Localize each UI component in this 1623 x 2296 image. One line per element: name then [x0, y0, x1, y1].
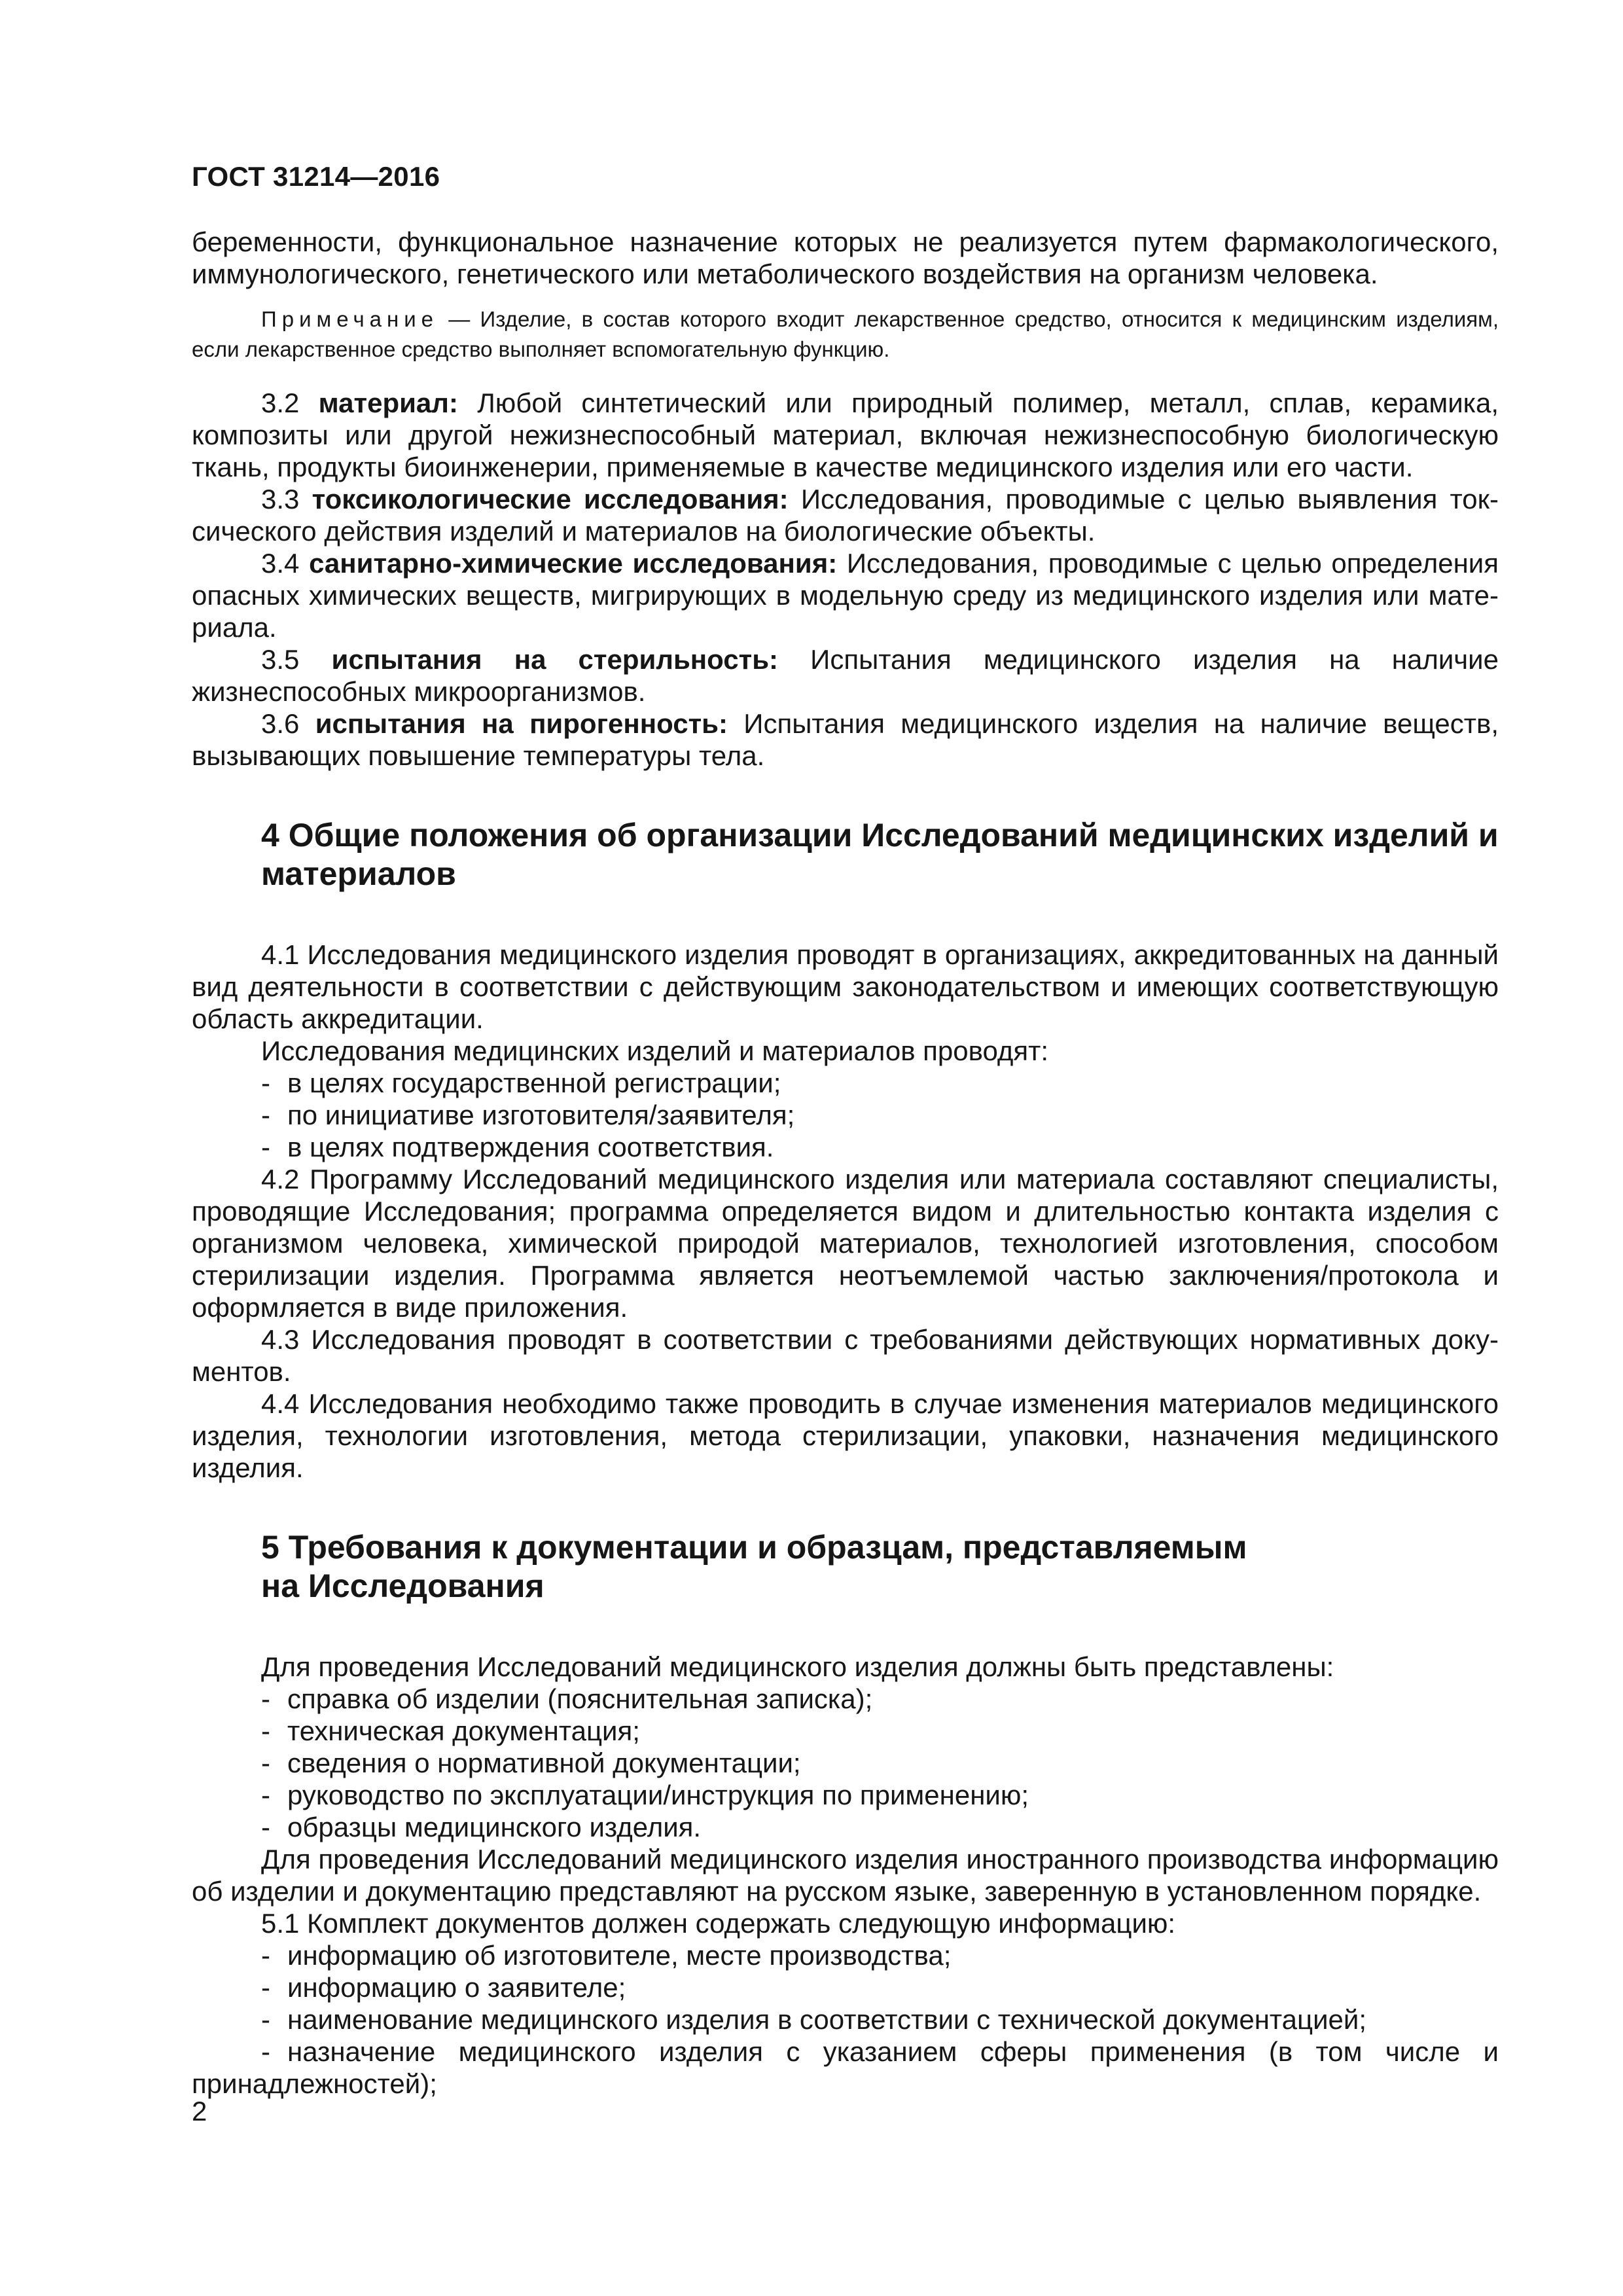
list-item: - руководство по эксплуатации/инструкция по применению; [261, 1780, 1029, 1810]
list-item: - наименование медицинского изделия в соответствии с технической документацией; [261, 2004, 1367, 2035]
section-4-heading: 4 Общие положения об организации Исследований медицинских изделий и материалов [261, 817, 1499, 892]
definition-3-2 [192, 387, 1499, 483]
definition-number: 3.3 [261, 484, 300, 514]
section-5-heading-line2: на Исследования [261, 1568, 544, 1604]
list-item: - сведения о нормативной документации; [261, 1748, 801, 1778]
definition-3-3 [192, 483, 1499, 547]
list-item: - в целях государственной регистрации; [261, 1067, 781, 1098]
note-label: Примечание [261, 307, 439, 331]
definition-term: испытания на стерильность: [331, 644, 779, 675]
definition-term: токсикологические исследования: [312, 484, 789, 514]
definition-text: Любой синтетический или природный полимер, металл, сплав, керамика, композиты или другой нежизнеспособный материал, включая нежизнеспособную биологическую ткань, продукты биоинженерии, применяемые в качестве медицинского изделия или его части. [192, 387, 1499, 482]
paragraph-4-3: 4.3 Исследования проводят в соответствии с требованиями действующих нормативных документов. [192, 1324, 1499, 1387]
intro-continuation: беременности, функциональное назначение которых не реализуется путем фармакологического, иммунологического, генетического или метаболического воздействия на организм человека. [192, 226, 1499, 289]
definition-text: Испытания медицинского изделия на наличие веществ, вызывающих повышение температуры тела. [192, 708, 1499, 771]
note [192, 304, 1499, 365]
list-item: - техническая документация; [261, 1715, 640, 1746]
definition-number: 3.5 [261, 644, 300, 675]
list-item: - информацию о заявителе; [261, 1972, 626, 2003]
definition-text: Исследования, проводимые с целью выявления токсического действия изделий и материалов на биологические объекты. [192, 484, 1499, 547]
section-4-lead: Исследования медицинских изделий и материалов проводят: [261, 1035, 1049, 1066]
section-5-lead: Для проведения Исследований медицинского изделия должны быть представлены: [261, 1651, 1334, 1682]
foreign-manufacturer-paragraph: Для проведения Исследований медицинского изделия иностранного производства информацию об изделии и документацию представляют на русском языке, заверенную в установленном порядке. [192, 1844, 1499, 1907]
definition-3-4 [192, 547, 1499, 643]
paragraph-4-1: 4.1 Исследования медицинского изделия проводят в организациях, аккредитованных на данный вид деятельности в соответствии с действующим законодательством и имеющих соответствующую область аккредитации. [192, 939, 1499, 1034]
definition-3-6 [192, 708, 1499, 772]
list-item: - назначение медицинского изделия с указанием сферы применения (в том числе и принадлежностей); [192, 2036, 1499, 2099]
definition-text: Исследования, проводимые с целью определения опасных химических веществ, мигрирующих в модельную среду из медицинского изделия или материала. [192, 548, 1499, 643]
list-item: - в целях подтверждения соответствия. [261, 1132, 774, 1162]
definition-number: 3.6 [261, 708, 300, 739]
definition-number: 3.4 [261, 548, 300, 579]
paragraph-4-4: 4.4 Исследования необходимо также проводить в случае изменения материалов медицинского изделия, технологии изготовления, метода стерилизации, упаковки, назначения медицинского изделия. [192, 1388, 1499, 1483]
page-content [192, 226, 1499, 2100]
paragraph-5-1: 5.1 Комплект документов должен содержать следующую информацию: [261, 1908, 1176, 1939]
paragraph-4-2: 4.2 Программу Исследований медицинского изделия или материала составляют специалисты, проводящие Исследования; программа определяется видом и длительностью контакта изделия с организмом человека, химической природой материалов, технологией изготовления, способом стерилизации изделия. Программа является неотъемлемой частью заключения/протокола и оформляется в виде приложения. [192, 1164, 1499, 1323]
list-item: - справка об изделии (пояснительная записка); [261, 1683, 873, 1714]
definition-term: материал: [318, 387, 458, 418]
definition-text: Испытания медицинского изделия на наличие жизнеспособных микроорганизмов. [192, 644, 1499, 707]
list-item: - информацию об изготовителе, месте производства; [261, 1940, 952, 1971]
section-5-heading-line1: 5 Требования к документации и образцам, представляемым [261, 1529, 1247, 1566]
definition-term: испытания на пирогенность: [315, 708, 728, 739]
standard-id: ГОСТ 31214—2016 [192, 161, 440, 192]
definition-number: 3.2 [261, 387, 300, 418]
note-text: — Изделие, в состав которого входит лекарственное средство, относится к медицинским изделиям, если лекарственное средство выполняет вспомогательную функцию. [192, 307, 1499, 361]
definition-3-5 [192, 643, 1499, 708]
section-5-heading [192, 1528, 1499, 1605]
list-item: - по инициативе изготовителя/заявителя; [261, 1100, 795, 1130]
page-number: 2 [192, 2096, 207, 2126]
list-item: - образцы медицинского изделия. [261, 1812, 702, 1842]
definition-term: санитарно-химические исследования: [309, 548, 838, 579]
